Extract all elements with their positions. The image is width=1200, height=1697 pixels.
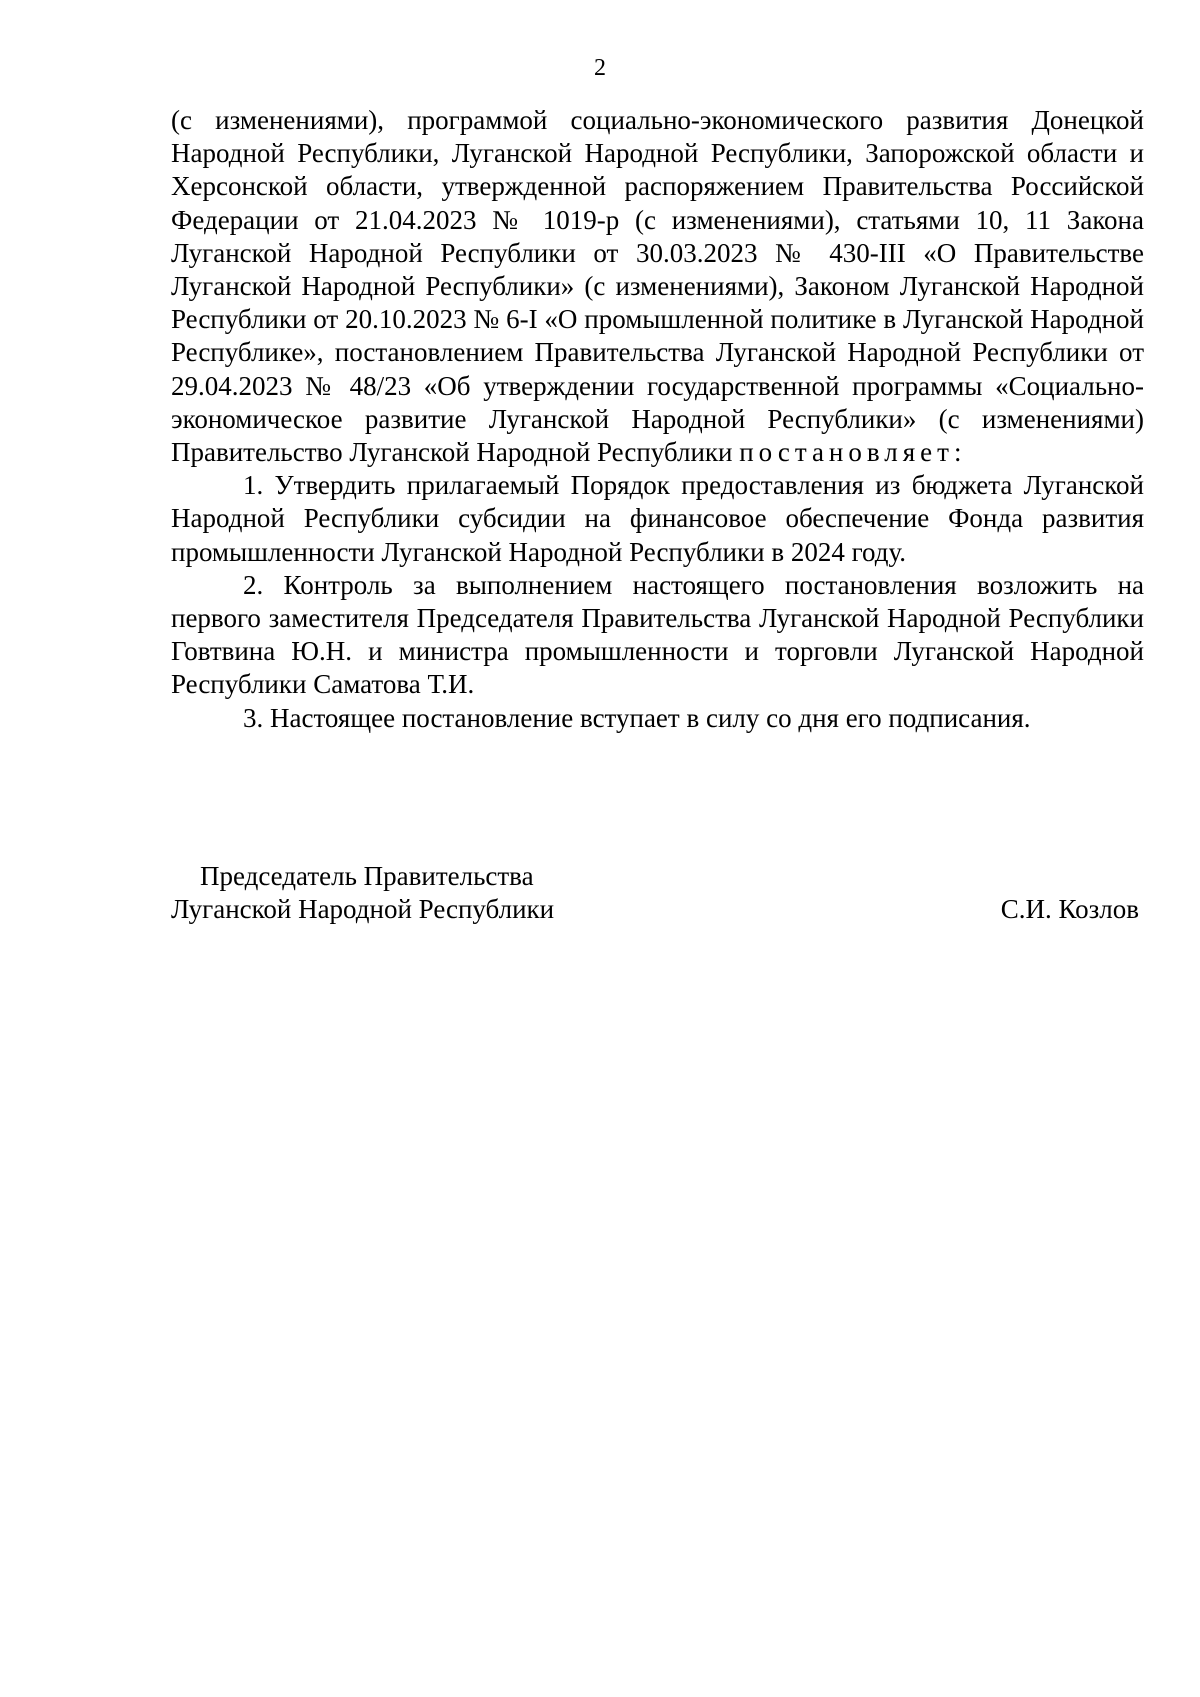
preamble-colon: : bbox=[953, 437, 962, 468]
signatory-name: С.И. Козлов bbox=[1000, 894, 1139, 924]
signature-block bbox=[171, 860, 1139, 926]
signatory-title-line1: Председатель Правительства bbox=[200, 861, 534, 891]
clause-3: 3. Настоящее постановление вступает в силу со дня его подписания. bbox=[243, 702, 1031, 733]
preamble-paragraph bbox=[171, 104, 1144, 469]
signature-row bbox=[171, 893, 1139, 926]
resolves-word: постановляет bbox=[739, 437, 954, 468]
clause-2: 2. Контроль за выполнением настоящего постановления возложить на первого заместителя Председателя Правительства Луганской Народной Республики Говтвина Ю.Н. и министра промышленности и торговли Луганской Народной Республики Саматова Т.И. bbox=[171, 569, 1144, 700]
document-body bbox=[171, 104, 1144, 735]
preamble-text: (с изменениями), программой социально-экономического развития Донецкой Народной Республики, Луганской Народной Республики, Запорожской области и Херсонской области, утвержденной распоряжением Правительства Российской Федерации от 21.04.2023 № 1019-р (с изменениями), статьями 10, 11 Закона Луганской Народной Республики от 30.03.2023 № 430-III «О Правительстве Луганской Народной Республики» (с изменениями), Законом Луганской Народной Республики от 20.10.2023 № 6-I «О промышленной политике в Луганской Народной Республике», постановлением Правительства Луганской Народной Республики от 29.04.2023 № 48/23 «Об утверждении государственной программы «Социально-экономическое развитие Луганской Народной Республики» (с изменениями) Правительство Луганской Народной Республики bbox=[171, 105, 1144, 468]
clause-1: 1. Утвердить прилагаемый Порядок предоставления из бюджета Луганской Народной Республики субсидии на финансовое обеспечение Фонда развития промышленности Луганской Народной Республики в 2024 году. bbox=[171, 470, 1144, 567]
signatory-title-line2: Луганской Народной Республики bbox=[171, 894, 555, 924]
page-number: 2 bbox=[594, 55, 606, 81]
